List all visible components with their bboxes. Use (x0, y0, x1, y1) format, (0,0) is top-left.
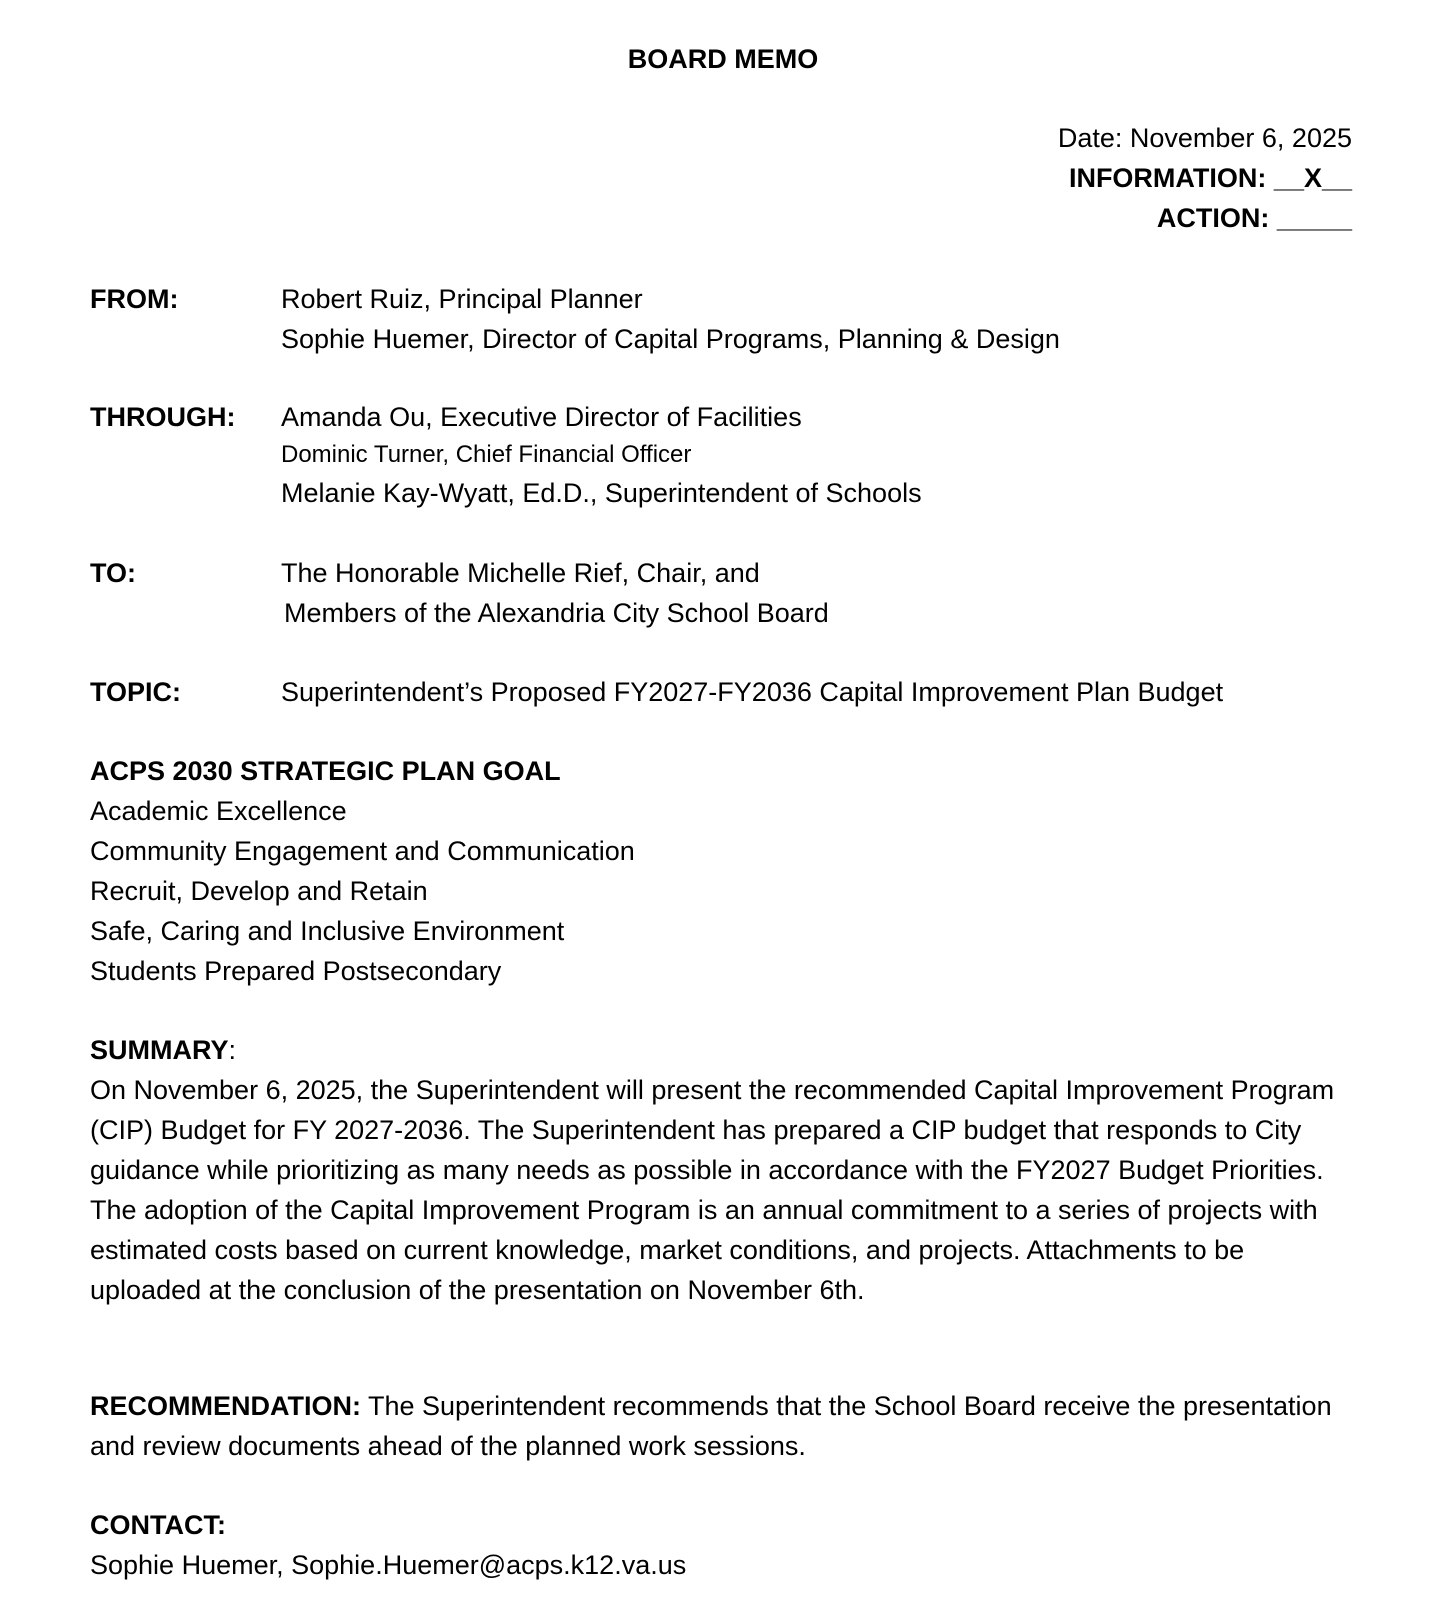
topic-value: Superintendent’s Proposed FY2027-FY2036 Capital Improvement Plan Budget (281, 677, 1224, 707)
strategic-goal: Recruit, Develop and Retain (90, 876, 428, 906)
through-line: Amanda Ou, Executive Director of Facilities (281, 402, 802, 432)
contact-heading: CONTACT: (90, 1510, 226, 1540)
strategic-goal: Safe, Caring and Inclusive Environment (90, 916, 565, 946)
recommendation-heading: RECOMMENDATION: (90, 1391, 361, 1421)
to-line: Members of the Alexandria City School Board (284, 598, 829, 628)
to-line: The Honorable Michelle Rief, Chair, and (281, 558, 760, 588)
to-values (281, 553, 829, 633)
memo-date: Date: November 6, 2025 (1057, 123, 1352, 153)
strategic-goal: Community Engagement and Communication (90, 836, 635, 866)
from-values (281, 279, 1060, 359)
strategic-plan-heading: ACPS 2030 STRATEGIC PLAN GOAL (90, 756, 561, 786)
through-values (281, 397, 922, 513)
strategic-goal: Students Prepared Postsecondary (90, 956, 502, 986)
action-line (1058, 198, 1352, 238)
to-label: TO: (90, 558, 136, 588)
strategic-plan-section (90, 751, 1360, 991)
contact-text: Sophie Huemer, Sophie.Huemer@acps.k12.va.us (90, 1550, 687, 1580)
information-line (1058, 158, 1352, 198)
action-value: _____ (1276, 203, 1352, 233)
through-line: Melanie Kay-Wyatt, Ed.D., Superintendent of Schools (281, 478, 922, 508)
from-line: Robert Ruiz, Principal Planner (281, 284, 643, 314)
summary-heading: SUMMARY (90, 1035, 229, 1065)
memo-header-info (1058, 118, 1352, 238)
topic-label: TOPIC: (90, 677, 182, 707)
summary-text: On November 6, 2025, the Superintendent will present the recommended Capital Improvement Program (CIP) Budget for FY 2027-2036. The Superintendent has prepared a CIP budget that responds to City guidance while prioritizing as many needs as possible in accordance with the FY2027 Budget Priorities. The adoption of the Capital Improvement Program is an annual commitment to a series of projects with estimated costs based on current knowledge, market conditions, and projects. Attachments to be uploaded at the conclusion of the presentation on November 6th. (90, 1075, 1335, 1305)
memo-title: BOARD MEMO (627, 44, 819, 74)
summary-section (90, 1030, 1360, 1310)
recommendation-text: The Superintendent recommends that the School Board receive the presentation and review documents ahead of the planned work sessions. (90, 1391, 1332, 1461)
summary-heading-line (90, 1030, 1360, 1070)
recommendation-paragraph (90, 1386, 1360, 1466)
from-label: FROM: (90, 284, 179, 314)
action-label: ACTION: (1156, 203, 1270, 233)
from-line: Sophie Huemer, Director of Capital Programs, Planning & Design (281, 324, 1060, 354)
through-line: Dominic Turner, Chief Financial Officer (281, 441, 692, 468)
contact-section (90, 1505, 1360, 1585)
recommendation-section (90, 1386, 1360, 1466)
information-value: __X__ (1273, 163, 1352, 193)
through-label: THROUGH: (90, 402, 236, 432)
summary-colon: : (228, 1035, 237, 1065)
information-label: INFORMATION: (1068, 163, 1267, 193)
strategic-goal: Academic Excellence (90, 796, 347, 826)
